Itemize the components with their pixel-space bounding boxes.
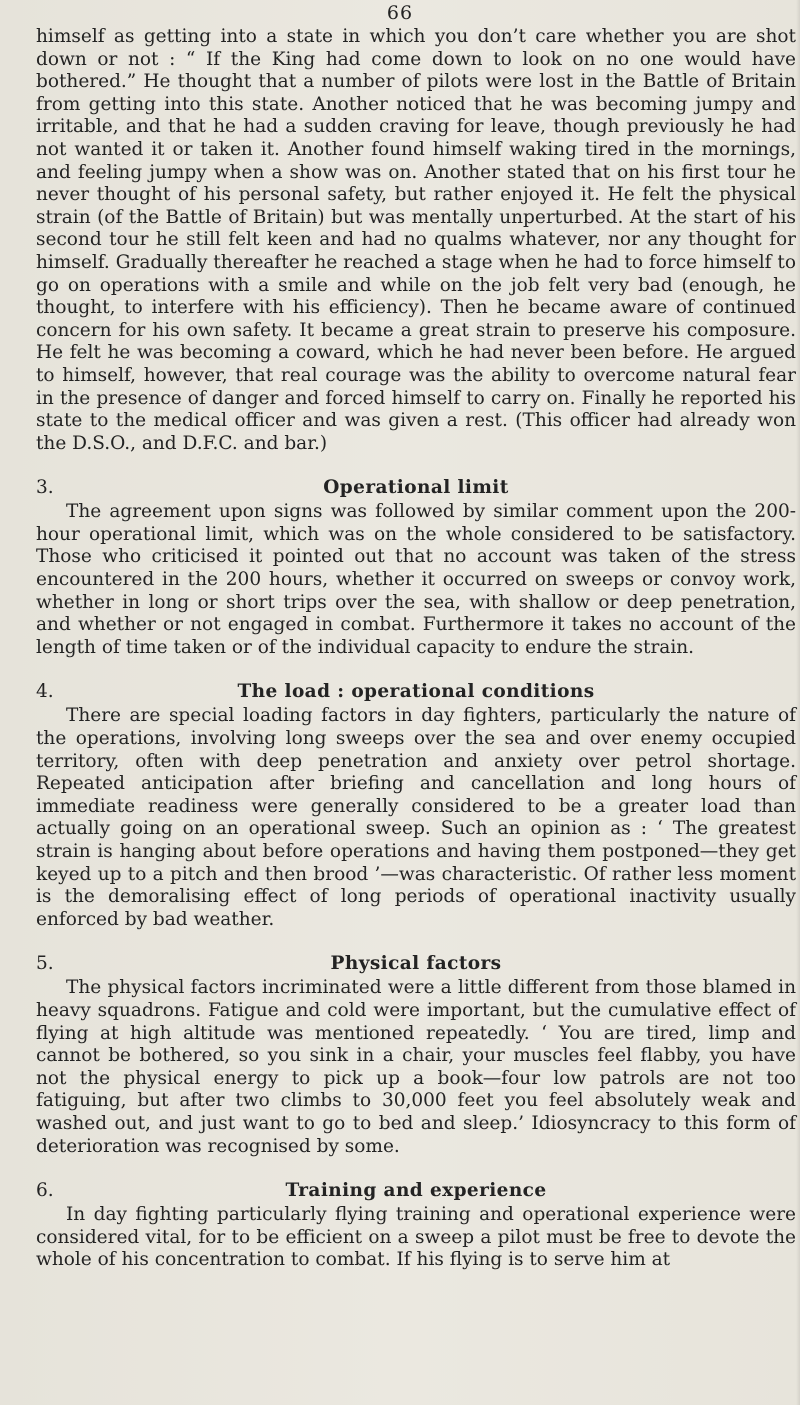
section-paragraph: In day fighting particularly flying training and operational experience were considered vital, for to be efficient on a sweep a pilot must be free to devote the whole of his concentration to combat. If his flying is to serve him at [36,1204,796,1271]
section-title: Physical factors [330,953,502,975]
section-number: 6. [36,1180,54,1202]
section-paragraph: The agreement upon signs was followed by similar comment upon the 200-hour operational limit, which was on the whole considered to be satisfactory. Those who criticised it pointed out that no account was taken of the stress encountered in the 200 hours, whether it occurred on sweeps or convoy work, whether in long or short trips over the sea, with shallow or deep penetration, and whether or not engaged in combat. Furthermore it takes no account of the length of time taken or of the individual capacity to endure the strain. [36,501,796,658]
section-title: The load : operational conditions [237,681,595,703]
section-physical-factors [36,953,796,1158]
section-title: Training and experience [285,1180,547,1202]
section-the-load [36,681,796,931]
section-number: 5. [36,953,54,975]
section-heading [36,477,796,501]
section-paragraph: The physical factors incriminated were a little different from those blamed in heavy squadrons. Fatigue and cold were important, but the cumulative effect of flying at high altitude was mentioned repeatedly. ‘ You are tired, limp and cannot be bothered, so you sink in a chair, your muscles feel flabby, you have not the physical energy to pick up a book—four low patrols are not too fatiguing, but after two climbs to 30,000 feet you feel absolutely weak and washed out, and just want to go to bed and sleep.’ Idiosyncracy to this form of deterioration was recognised by some. [36,977,796,1157]
section-operational-limit [36,477,796,659]
continuation-paragraph: himself as getting into a state in which you don’t care whether you are shot down or not : “ If the King had come down to look on no one would have bothered.” He thought that a number of pilots were lost in the Battle of Britain from getting into this state. Another noticed that he was becoming jumpy and irritable, and that he had a sudden craving for leave, though previously he had not wanted it or taken it. Another found himself waking tired in the mornings, and feeling jumpy when a show was on. Another stated that on his first tour he never thought of his personal safety, but rather enjoyed it. He felt the physical strain (of the Battle of Britain) but was mentally unperturbed. At the start of his second tour he still felt keen and had no qualms whatever, nor any thought for himself. Gradually thereafter he reached a stage when he had to force himself to go on operations with a smile and while on the job felt very bad (enough, he thought, to interfere with his efficiency). Then he became aware of continued concern for his own safety. It became a great strain to preserve his composure. He felt he was becoming a coward, which he had never been before. He argued to himself, however, that real courage was the ability to overcome natural fear in the presence of danger and forced himself to carry on. Finally he reported his state to the medical officer and was given a rest. (This officer had already won the D.S.O., and D.F.C. and bar.) [36,26,796,454]
section-number: 3. [36,477,54,499]
section-number: 4. [36,681,54,703]
section-paragraph: There are special loading factors in day fighters, particularly the nature of the operations, involving long sweeps over the sea and over enemy occupied territory, often with deep penetration and anxiety over petrol shortage. Repeated anticipation after briefing and cancellation and long hours of immediate readiness were generally considered to be a greater load than actually going on an operational sweep. Such an opinion as : ‘ The greatest strain is hanging about before operations and having them postponed—they get keyed up to a pitch and then brood ’—was characteristic. Of rather less moment is the demoralising effect of long periods of operational inactivity usually enforced by bad weather. [36,705,796,930]
section-heading [36,1180,796,1204]
section-training [36,1180,796,1272]
page-edge-shadow [796,0,800,1405]
page-number: 66 [386,2,414,24]
body-text [36,26,796,1272]
section-heading [36,681,796,705]
section-heading [36,953,796,977]
section-title: Operational limit [323,477,509,499]
